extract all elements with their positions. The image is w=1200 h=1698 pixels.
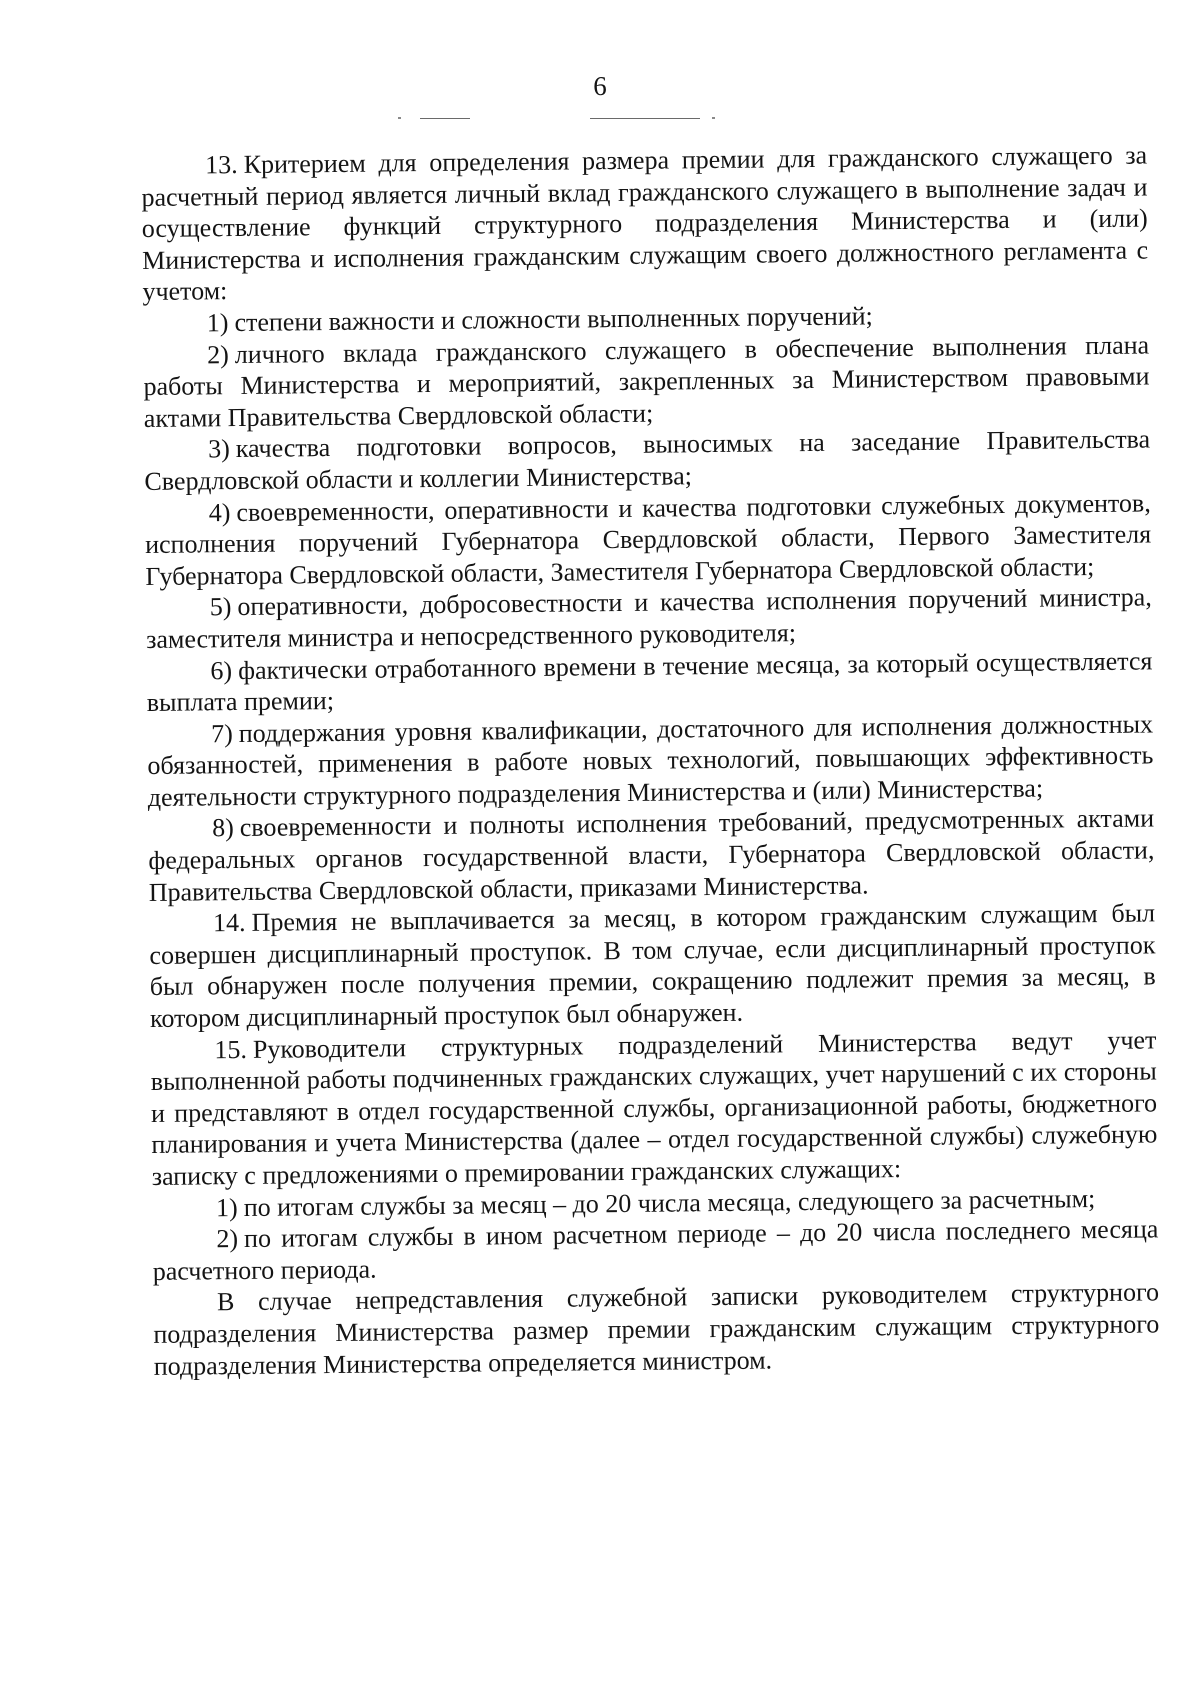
header-mark	[712, 117, 715, 119]
list-item-text: поддержания уровня квалификации, достаточного для исполнения должностных обязанностей, применения в работе новых технологий, повышающих эффективность деятельности структурного подразделения Министерства и (или) Министерства;	[147, 709, 1154, 812]
page-number: 6	[593, 71, 607, 101]
list-item	[146, 645, 1153, 719]
document-body	[141, 139, 1160, 1382]
list-item-number: 6)	[210, 655, 233, 685]
list-item	[147, 708, 1154, 813]
list-item-number: 8)	[211, 813, 234, 843]
list-item-number: 2)	[216, 1224, 239, 1254]
list-item-number: 1)	[206, 308, 229, 338]
list-item-text: по итогам службы в ином расчетном периоде – до 20 числа последнего месяца расчетного периода.	[152, 1214, 1159, 1286]
paragraph-13	[141, 139, 1149, 307]
list-item-text: личного вклада гражданского служащего в обеспечение выполнения плана работы Министерства и мероприятий, закрепленных за Министерством правовыми актами Правительства Свердловской области;	[143, 330, 1150, 433]
list-item-text: по итогам службы за месяц – до 20 числа месяца, следующего за расчетным;	[243, 1183, 1096, 1222]
list-item	[143, 329, 1150, 434]
paragraph-text: В случае непредставления служебной записки руководителем структурного подразделения Министерства размер премии гражданским служащим структурного подразделения Министерства определяется министром.	[153, 1277, 1160, 1381]
list-item-text: своевременности и полноты исполнения требований, предусмотренных актами федеральных органов государственной власти, Губернатора Свердловской области, Правительства Свердловской области, приказами Министерства.	[148, 803, 1155, 907]
list-item-text: своевременности, оперативности и качества подготовки служебных документов, исполнения поручений Губернатора Свердловской области, Первого Заместителя Губернатора Свердловской области, Заместителя Губернатора Свердловской области;	[144, 487, 1152, 591]
list-item-number: 2)	[206, 339, 229, 369]
list-item	[152, 1214, 1159, 1288]
list-item-number: 1)	[215, 1192, 238, 1222]
paragraph-text: Премия не выплачивается за месяц, в котором гражданским служащим был совершен дисциплинарный проступок. В том случае, если дисциплинарный проступок был обнаружен после получения премии, сокращению подлежит премия за месяц, в котором дисциплинарный проступок был обнаружен.	[149, 898, 1156, 1033]
list-item-number: 5)	[209, 592, 232, 622]
paragraph-number: 14.	[212, 908, 246, 938]
paragraph-text: Руководители структурных подразделений Министерства ведут учет выполненной работы подчиненных гражданских служащих, учет нарушений с их стороны и представляют в отдел государственной службы, организационной работы, бюджетного планирования и учета Министерства (далее – отдел государственной службы) служебную записку с предложениями о премировании гражданских служащих:	[150, 1025, 1158, 1191]
list-item-number: 3)	[207, 434, 230, 464]
paragraph-15	[150, 1024, 1158, 1192]
paragraph-number: 13.	[205, 149, 238, 180]
header-rule	[420, 118, 470, 119]
list-item-text: качества подготовки вопросов, выносимых на заседание Правительства Свердловской области и коллегии Министерства;	[144, 424, 1151, 496]
list-item	[144, 424, 1151, 498]
list-item-text: фактически отработанного времени в течение месяца, за который осуществляется выплата премии;	[146, 645, 1153, 718]
paragraph-14	[149, 898, 1156, 1035]
list-item	[148, 803, 1155, 908]
list-item-text: оперативности, добросовестности и качества исполнения поручений министра, заместителя министра и непосредственного руководителя;	[145, 582, 1152, 654]
list-item-number: 4)	[208, 497, 231, 527]
list-item	[145, 487, 1152, 592]
list-item-text: степени важности и сложности выполненных поручений;	[234, 301, 873, 337]
paragraph-text: Критерием для определения размера премии для гражданского служащего за расчетный период является личный вклад гражданского служащего в выполнение задач и осуществление функций структурного подразделения Министерства и (или) Министерства и исполнения гражданским служащим своего должностного регламента с учетом:	[141, 140, 1149, 307]
list-item-number: 7)	[210, 718, 233, 748]
list-item	[146, 582, 1153, 656]
paragraph-number: 15.	[214, 1034, 248, 1064]
header-mark	[398, 117, 401, 119]
header-rule	[590, 118, 700, 119]
paragraph-closing	[153, 1277, 1160, 1382]
